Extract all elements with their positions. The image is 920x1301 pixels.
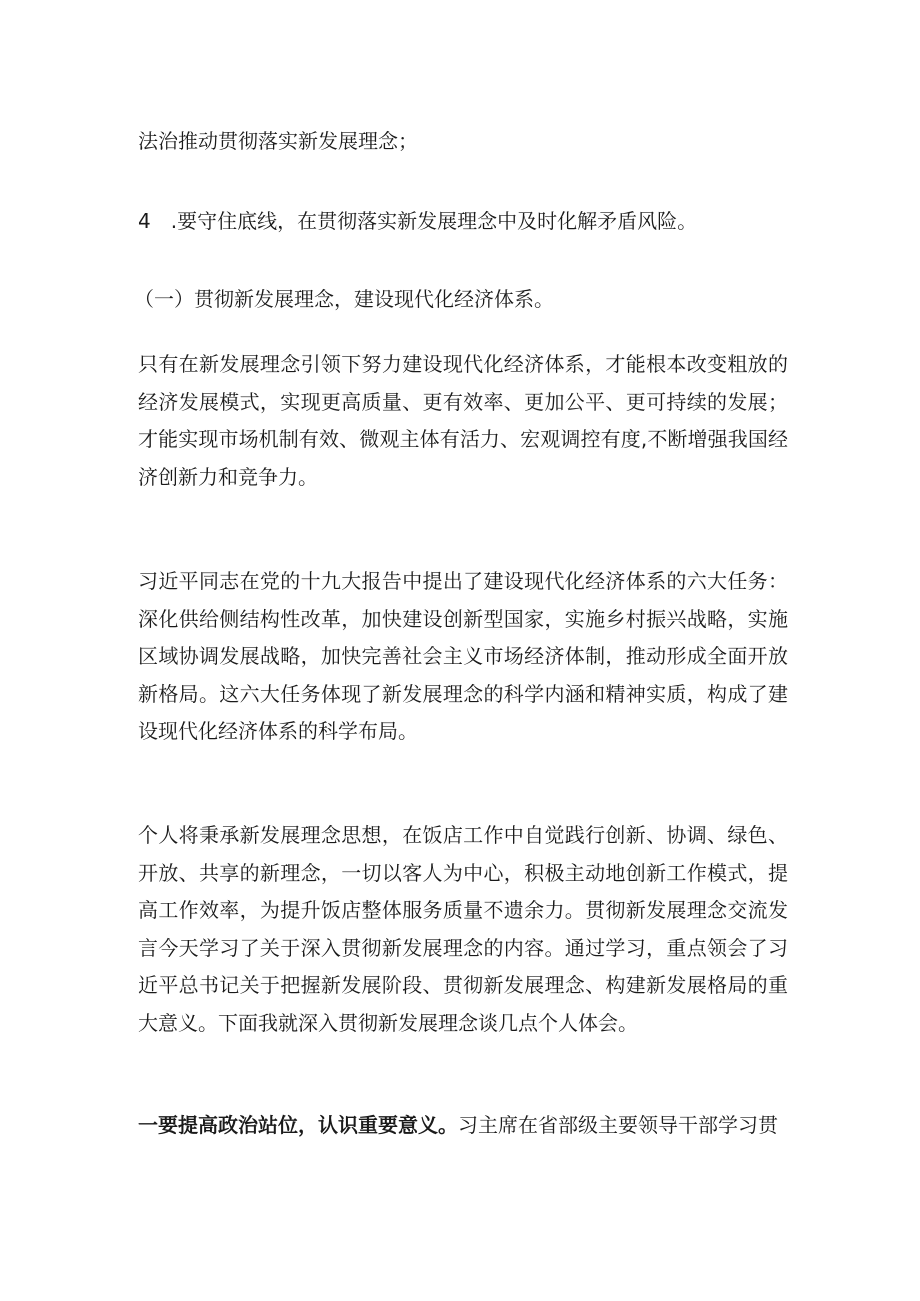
item-text: .要守住底线，在贯彻落实新发展理念中及时化解矛盾风险。	[170, 209, 698, 233]
paragraph: 只有在新发展理念引领下努力建设现代化经济体系，才能根本改变粗放的经济发展模式，实现更高质量、更有效率、更加公平、更可持续的发展；才能实现市场机制有效、微观主体有活力、宏观调控有度,不断增强我国经济创新力和竞争力。	[138, 352, 788, 489]
numbered-item	[138, 204, 697, 238]
text-line: 法治推动贯彻落实新发展理念；	[138, 129, 418, 153]
section-heading: （一）贯彻新发展理念，建设现代化经济体系。	[134, 287, 554, 311]
bold-lead-text: 一要提高政治站位，认识重要意义。	[138, 1113, 458, 1137]
paragraph	[138, 1107, 788, 1145]
paragraph-text: 习主席在省部级主要领导干部学习贯	[458, 1113, 778, 1137]
paragraph: 个人将秉承新发展理念思想，在饭店工作中自觉践行创新、协调、绿色、开放、共享的新理念，一切以客人为中心，积极主动地创新工作模式，提高工作效率，为提升饭店整体服务质量不遗余力。贯彻新发展理念交流发言今天学习了关于深入贯彻新发展理念的内容。通过学习，重点领会了习近平总书记关于把握新发展阶段、贯彻新发展理念、构建新发展格局的重大意义。下面我就深入贯彻新发展理念谈几点个人体会。	[138, 823, 788, 1035]
paragraph: 习近平同志在党的十九大报告中提出了建设现代化经济体系的六大任务：深化供给侧结构性改革，加快建设创新型国家，实施乡村振兴战略，实施区域协调发展战略，加快完善社会主义市场经济体制，推动形成全面开放新格局。这六大任务体现了新发展理念的科学内涵和精神实质，构成了建设现代化经济体系的科学布局。	[138, 569, 788, 743]
item-number: 4	[138, 209, 151, 233]
